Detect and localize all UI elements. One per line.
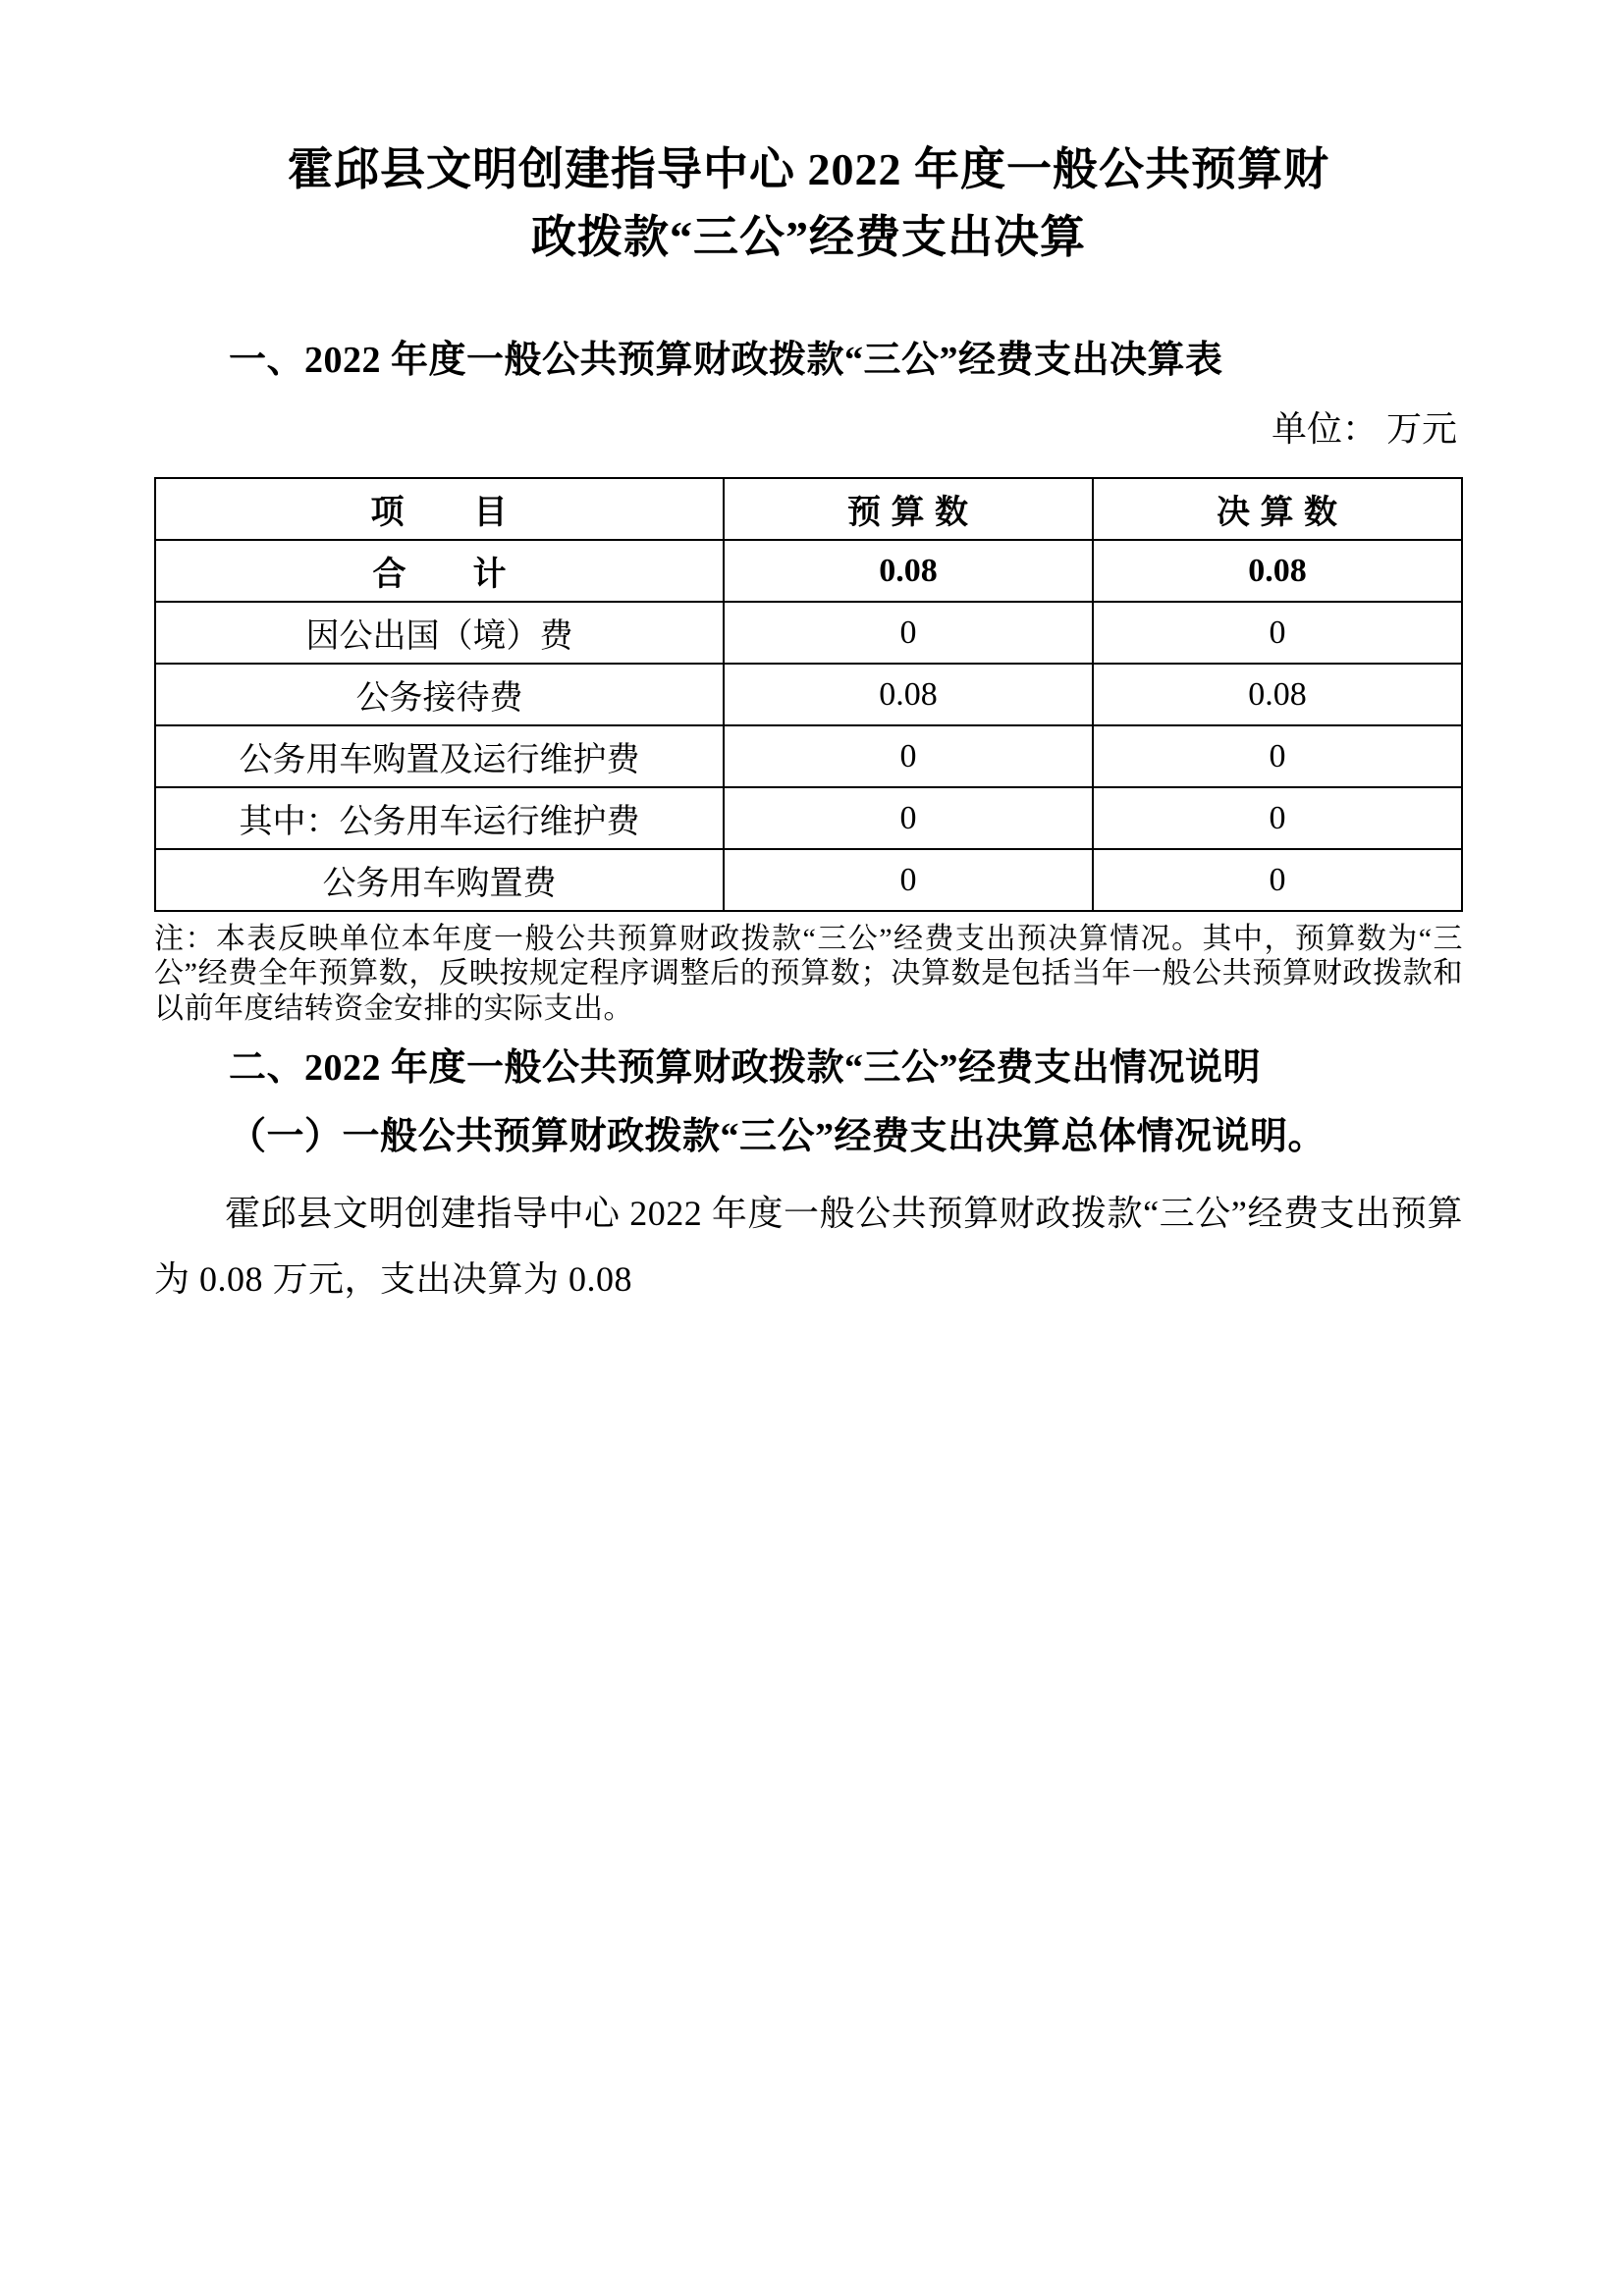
document-title — [154, 135, 1463, 271]
cell-budget-value: 0 — [724, 849, 1093, 911]
cell-final-value: 0 — [1093, 725, 1462, 787]
cell-budget-value: 0.08 — [724, 664, 1093, 725]
cell-budget-value: 0 — [724, 725, 1093, 787]
cell-item-label: 合 计 — [155, 540, 724, 602]
cell-final-value: 0.08 — [1093, 664, 1462, 725]
section2-heading: 二、2022 年度一般公共预算财政拨款“三公”经费支出情况说明 — [229, 1047, 1262, 1090]
sangong-expense-table — [154, 477, 1463, 912]
cell-final-value: 0 — [1093, 602, 1462, 664]
table-header-row — [155, 478, 1462, 540]
cell-item-label: 公务用车购置费 — [155, 849, 724, 911]
section1-heading: 一、2022 年度一般公共预算财政拨款“三公”经费支出决算表 — [229, 340, 1223, 381]
cell-budget-value: 0 — [724, 787, 1093, 849]
table-row-vehicle-purchase-expense — [155, 849, 1462, 911]
cell-final-value: 0.08 — [1093, 540, 1462, 602]
table-row-abroad-expense — [155, 602, 1462, 664]
table-row-vehicle-total-expense — [155, 725, 1462, 787]
cell-item-label: 公务用车购置及运行维护费 — [155, 725, 724, 787]
column-header-budget: 预 算 数 — [724, 478, 1093, 540]
cell-final-value: 0 — [1093, 849, 1462, 911]
cell-item-label: 其中：公务用车运行维护费 — [155, 787, 724, 849]
body-paragraph: 霍邱县文明创建指导中心 2022 年度一般公共预算财政拨款“三公”经费支出预算为 0.08 万元，支出决算为 0.08 — [154, 1194, 1463, 1299]
column-header-final: 决 算 数 — [1093, 478, 1462, 540]
document-title-line2: 政拨款“三公”经费支出决算 — [531, 212, 1086, 262]
table-row-total — [155, 540, 1462, 602]
table-note: 注：本表反映单位本年度一般公共预算财政拨款“三公”经费支出预决算情况。其中，预算数为“三公”经费全年预算数，反映按规定程序调整后的预算数；决算数是包括当年一般公共预算财政拨款和以前年度结转资金安排的实际支出。 — [154, 923, 1463, 1025]
unit-label: 单位： 万元 — [1271, 409, 1457, 450]
section2-sub-heading: （一）一般公共预算财政拨款“三公”经费支出决算总体情况说明。 — [229, 1116, 1326, 1158]
document-title-line1: 霍邱县文明创建指导中心 2022 年度一般公共预算财 — [288, 144, 1329, 194]
cell-item-label: 公务接待费 — [155, 664, 724, 725]
cell-budget-value: 0.08 — [724, 540, 1093, 602]
cell-budget-value: 0 — [724, 602, 1093, 664]
cell-final-value: 0 — [1093, 787, 1462, 849]
column-header-item: 项 目 — [155, 478, 724, 540]
table-row-vehicle-maintenance-expense — [155, 787, 1462, 849]
cell-item-label: 因公出国（境）费 — [155, 602, 724, 664]
table-row-reception-expense — [155, 664, 1462, 725]
